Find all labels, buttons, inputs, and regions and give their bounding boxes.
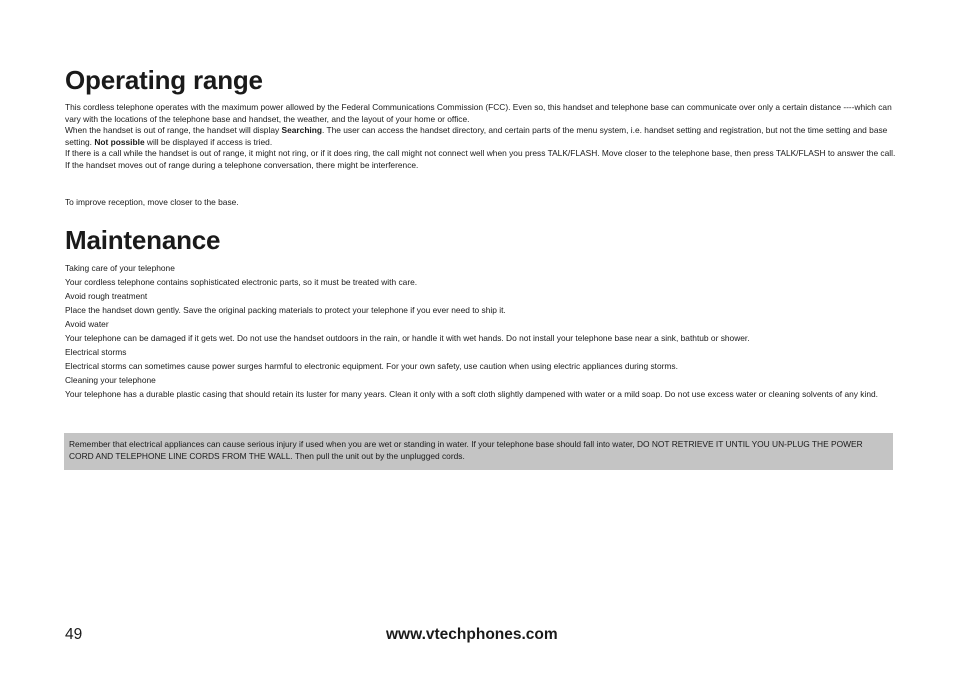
operating-range-paragraph-1: This cordless telephone operates with the maximum power allowed by the Federal Communications Commission (FCC). Even so, this handset and telephone base can communicate over only a certain distance ----which can vary with the locations of the telephone base and handset, the weather, and the layout of your home or office. xyxy=(65,102,892,124)
operating-range-paragraph-3: If there is a call while the handset is out of range, it might not ring, or if it does ring, the call might not connect well when you press TALK/FLASH. Move closer to the telephone base, then press TALK/FLASH to answer the call. xyxy=(65,148,896,158)
maintenance-subheading: Cleaning your telephone xyxy=(65,375,156,385)
reception-tip-text: To improve reception, move closer to the base. xyxy=(65,197,239,207)
p2-text-middle: . The user can access the handset directory, and certain parts of the menu system, i.e. handset setting and registration, but not the time setting and base setting. xyxy=(65,125,888,147)
manual-page xyxy=(65,0,897,682)
safety-warning-box xyxy=(64,433,893,470)
operating-range-paragraph-2 xyxy=(65,125,897,148)
maintenance-subheading: Electrical storms xyxy=(65,347,127,357)
maintenance-paragraph: Electrical storms can sometimes cause power surges harmful to electronic equipment. For your own safety, use caution when using electric appliances during storms. xyxy=(65,361,678,371)
maintenance-paragraph: Your telephone can be damaged if it gets wet. Do not use the handset outdoors in the rain, or handle it with wet hands. Do not install your telephone base near a sink, bathtub or shower. xyxy=(65,333,750,343)
operating-range-body xyxy=(65,102,897,171)
footer-website-url: www.vtechphones.com xyxy=(386,626,558,643)
operating-range-paragraph-4: If the handset moves out of range during a telephone conversation, there might be interference. xyxy=(65,159,419,170)
maintenance-paragraph: Your telephone has a durable plastic casing that should retain its luster for many years. Clean it only with a soft cloth slightly dampened with water or a mild soap. Do not use excess water or cleaning solvents of any kind. xyxy=(65,389,878,399)
reception-tip xyxy=(65,197,897,209)
not-possible-display-text: Not possible xyxy=(94,136,145,147)
maintenance-heading: Maintenance xyxy=(65,225,221,255)
safety-warning-text: Remember that electrical appliances can cause serious injury if used when you are wet or standing in water. If your telephone base should fall into water, DO NOT RETRIEVE IT UNTIL YOU UN-PLUG THE POWER CORD AND TELEPHONE LINE CORDS FROM THE WALL. Then pull the unit out by the unplugged cords. xyxy=(69,439,863,461)
p2-text-after: will be displayed if access is tried. xyxy=(144,136,273,147)
maintenance-subheading: Taking care of your telephone xyxy=(65,263,175,273)
maintenance-subheading: Avoid rough treatment xyxy=(65,291,148,301)
maintenance-paragraph: Your cordless telephone contains sophisticated electronic parts, so it must be treated with care. xyxy=(65,277,418,287)
searching-display-text: Searching xyxy=(281,125,322,135)
maintenance-body xyxy=(65,263,897,403)
p2-text-before: When the handset is out of range, the handset will display xyxy=(65,125,282,135)
page-number: 49 xyxy=(65,626,83,643)
operating-range-heading: Operating range xyxy=(65,65,263,95)
maintenance-subheading: Avoid water xyxy=(65,319,109,329)
maintenance-paragraph: Place the handset down gently. Save the original packing materials to protect your telephone if you ever need to ship it. xyxy=(65,305,506,315)
